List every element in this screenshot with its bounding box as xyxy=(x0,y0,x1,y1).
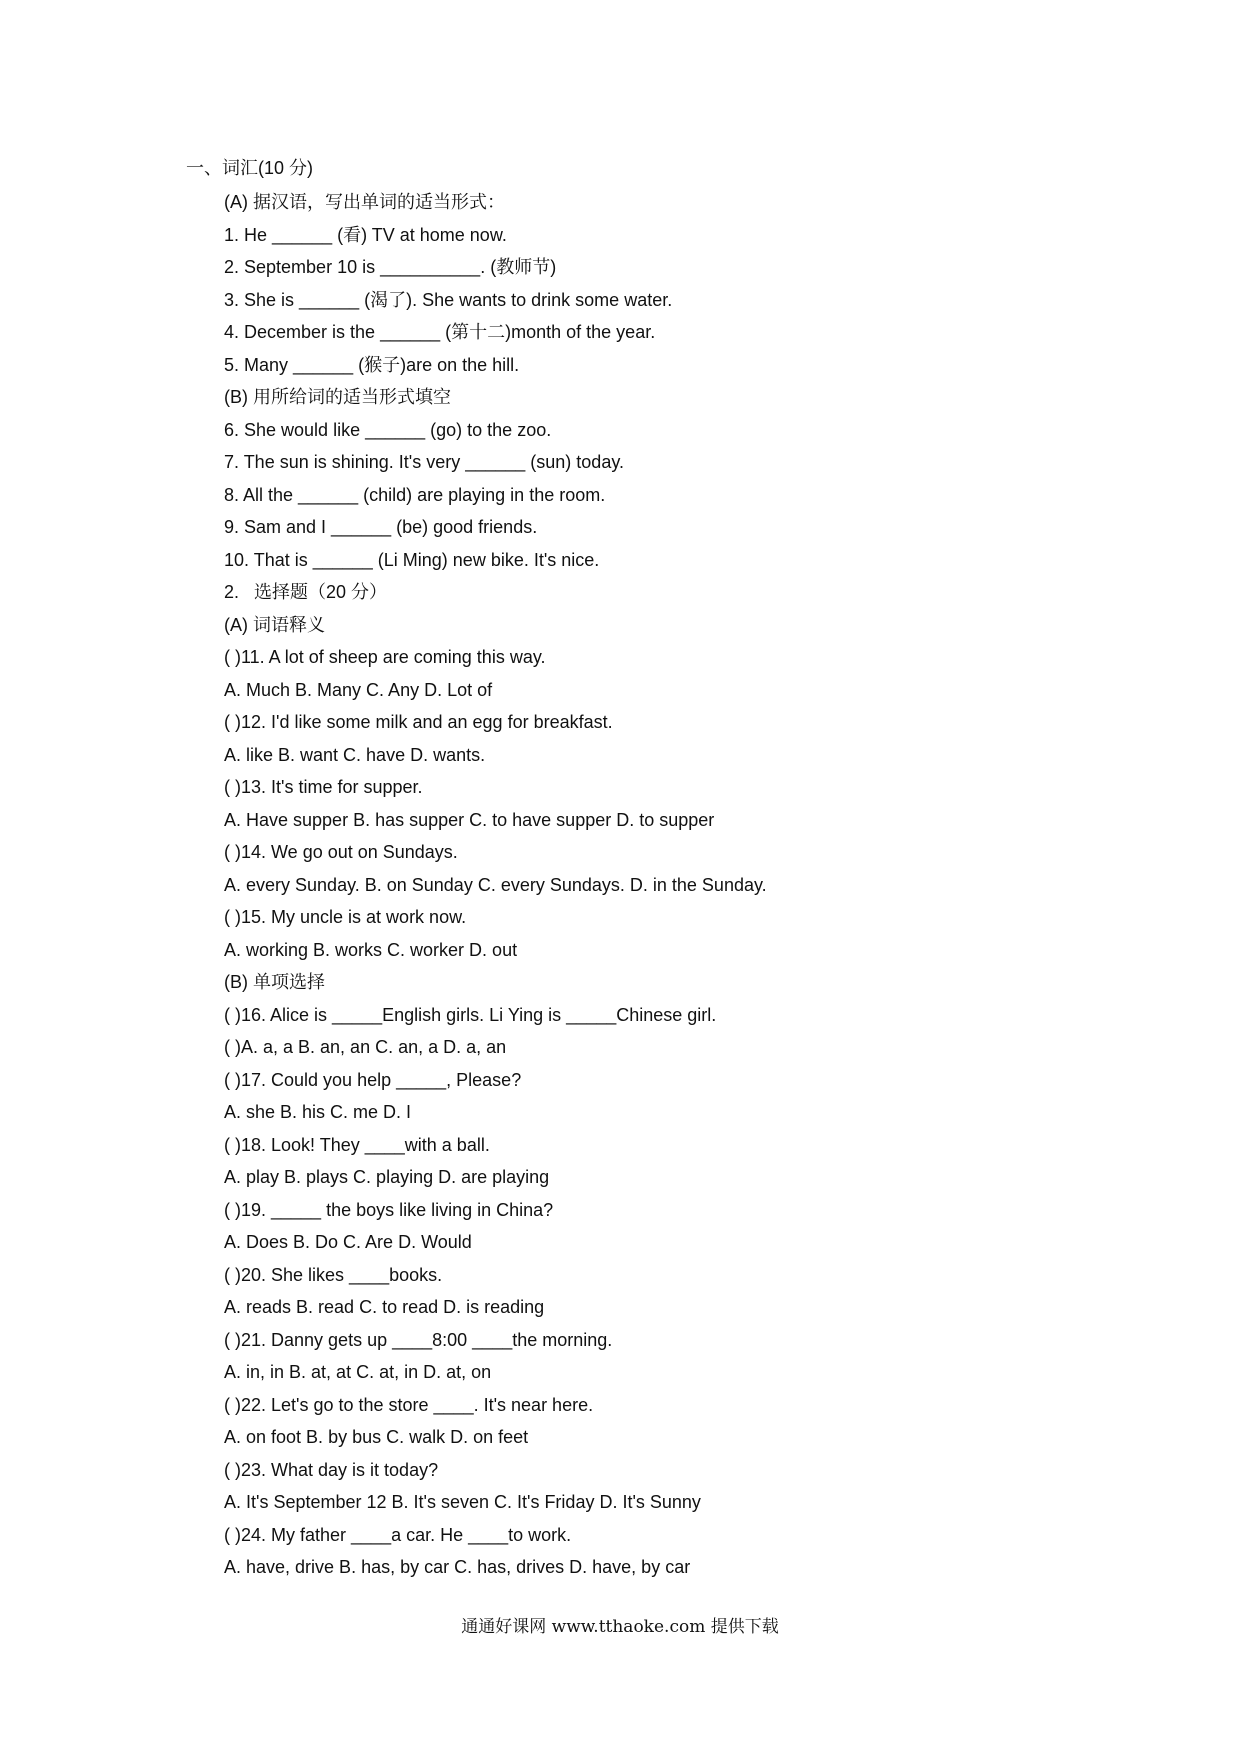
document-line: (B) 单项选择 xyxy=(224,972,325,992)
document-line: ( )24. My father ____a car. He ____to work. xyxy=(224,1524,572,1545)
document-line: 1. He ______ (看) TV at home now. xyxy=(224,224,507,245)
document-line: A. Have supper B. has supper C. to have supper D. to supper xyxy=(224,809,715,830)
document-line: A. reads B. read C. to read D. is reading xyxy=(224,1297,545,1317)
document-line: 10. That is ______ (Li Ming) new bike. It's nice. xyxy=(224,549,600,570)
document-line: 9. Sam and I ______ (be) good friends. xyxy=(224,517,538,537)
document-line: (B) 用所给词的适当形式填空 xyxy=(224,387,451,407)
document-line: A. like B. want C. have D. wants. xyxy=(224,744,486,765)
document-line: 6. She would like ______ (go) to the zoo. xyxy=(224,419,552,440)
question-lines xyxy=(224,186,767,1584)
document-line: 2. 选择题（20 分） xyxy=(224,582,388,602)
document-line: 2. September 10 is __________. (教师节) xyxy=(224,257,557,277)
document-line: A. play B. plays C. playing D. are playing xyxy=(224,1167,550,1187)
document-line: ( )A. a, a B. an, an C. an, a D. a, an xyxy=(224,1037,507,1057)
document-line: A. have, drive B. has, by car C. has, drives D. have, by car xyxy=(224,1557,691,1577)
document-line: A. working B. works C. worker D. out xyxy=(224,939,518,960)
document-line: ( )18. Look! They ____with a ball. xyxy=(224,1134,490,1155)
document-line: 5. Many ______ (猴子)are on the hill. xyxy=(224,354,520,375)
document-line: A. she B. his C. me D. I xyxy=(224,1102,412,1122)
document-line: ( )19. _____ the boys like living in China? xyxy=(224,1199,554,1220)
document-line: ( )16. Alice is _____English girls. Li Ying is _____Chinese girl. xyxy=(224,1004,717,1025)
document-line: 8. All the ______ (child) are playing in the room. xyxy=(224,484,606,505)
document-line: ( )17. Could you help _____, Please? xyxy=(224,1069,522,1090)
document-line: (A) 据汉语，写出单词的适当形式： xyxy=(224,192,505,212)
document-line: A. Does B. Do C. Are D. Would xyxy=(224,1232,472,1252)
document-line: ( )23. What day is it today? xyxy=(224,1459,439,1480)
document-line: A. on foot B. by bus C. walk D. on feet xyxy=(224,1427,529,1447)
document-line: A. Much B. Many C. Any D. Lot of xyxy=(224,679,493,700)
document-line: ( )13. It's time for supper. xyxy=(224,777,423,797)
document-line: ( )20. She likes ____books. xyxy=(224,1264,443,1285)
document-line: 7. The sun is shining. It's very ______ (sun) today. xyxy=(224,452,624,472)
document-line: ( )15. My uncle is at work now. xyxy=(224,907,467,927)
footer-credit: 通通好课网 www.tthaoke.com 提供下载 xyxy=(461,1617,779,1637)
document-line: 3. She is ______ (渴了). She wants to drink some water. xyxy=(224,289,673,310)
document-line: ( )22. Let's go to the store ____. It's near here. xyxy=(224,1394,594,1415)
document-line: 4. December is the ______ (第十二)month of the year. xyxy=(224,322,656,342)
document-line: ( )14. We go out on Sundays. xyxy=(224,842,458,862)
document-line: A. every Sunday. B. on Sunday C. every Sundays. D. in the Sunday. xyxy=(224,874,767,895)
document-line: ( )12. I'd like some milk and an egg for breakfast. xyxy=(224,712,613,732)
document-line: (A) 词语释义 xyxy=(224,614,325,635)
section-title-vocabulary: 一、词汇(10 分) xyxy=(186,158,314,178)
document-line: ( )21. Danny gets up ____8:00 ____the morning. xyxy=(224,1329,613,1350)
document-line: ( )11. A lot of sheep are coming this way. xyxy=(224,647,546,667)
document-line: A. It's September 12 B. It's seven C. It's Friday D. It's Sunny xyxy=(224,1492,701,1512)
document-line: A. in, in B. at, at C. at, in D. at, on xyxy=(224,1362,492,1382)
